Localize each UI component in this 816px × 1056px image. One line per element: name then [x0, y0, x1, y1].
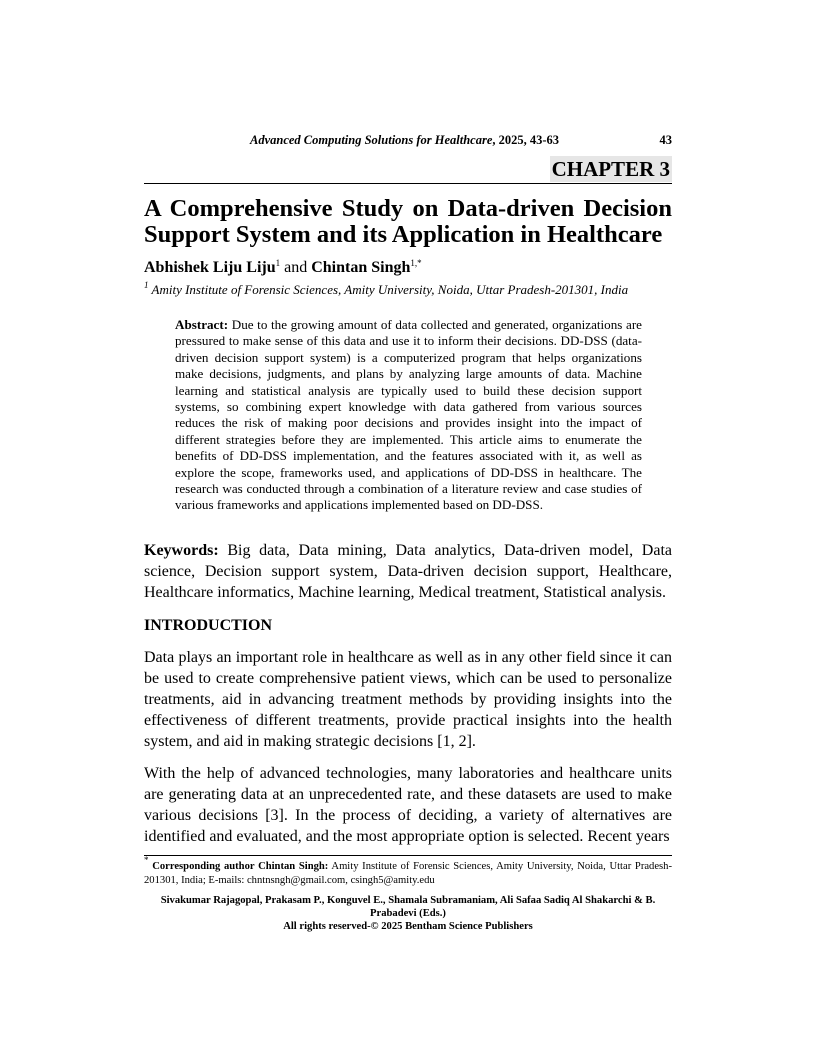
paragraph: With the help of advanced technologies, many laboratories and healthcare units are generating data at an unprecedented rate, and these datasets are used to make various decisions [3]. In the process of deciding, a variety of alternatives are identified and evaluated, and the most appropriate option is selected. Recent years: [144, 764, 672, 845]
author-name: Chintan Singh: [311, 259, 411, 276]
footnote-mark: *: [144, 854, 149, 865]
keywords-label: Keywords:: [144, 541, 219, 559]
author-affil-mark: 1: [275, 258, 281, 268]
footnote-label: Corresponding author Chintan Singh:: [148, 860, 329, 872]
footnote-text: Amity Institute of Forensic Sciences, Amity University, Noida, Uttar Pradesh-201301, India; E-mails: chntnsngh@gmail.com, csingh5@amity.edu: [144, 860, 672, 886]
page-column: [144, 132, 672, 933]
abstract-text: Due to the growing amount of data collected and generated, organizations are pressured to make sense of this data and use it to inform their decisions. DD-DSS (data-driven decision support system) is a computerized program that helps organizations make decisions, judgments, and plans by analyzing large amounts of data. Machine learning and statistical analysis are typically used to build these decision support systems, so combining expert knowledge with data gathered from various sources reduces the risk of making poor decisions and provides insight into the impact of different strategies before they are implemented. This article aims to enumerate the benefits of DD-DSS implementation, and the features associated with it, as well as explore the scope, frameworks used, and applications of DD-DSS in healthcare. The research was conducted through a combination of a literature review and case studies of various frameworks and applications implemented based on DD-DSS.: [175, 317, 642, 513]
book-editors: [144, 894, 672, 933]
keywords-text: Big data, Data mining, Data analytics, Data-driven model, Data science, Decision support system, Data-driven decision support, Healthcare, Healthcare informatics, Machine learning, Medical treatment, Statistical analysis.: [144, 541, 672, 601]
paragraph: Data plays an important role in healthcare as well as in any other field since it can be used to create comprehensive patient views, which can be used to personalize treatments, aid in advancing treatment methods by providing insights into the effectiveness of different treatments, provide practical insights into the health system, and aid in making strategic decisions [1, 2].: [144, 648, 672, 750]
author-list: [144, 258, 672, 278]
affil-mark: 1: [144, 280, 149, 290]
keywords: [144, 540, 672, 603]
footnote: [144, 854, 672, 888]
journal-details: , 2025, 43-63: [492, 133, 560, 147]
affiliation: [144, 281, 672, 298]
section-heading: INTRODUCTION: [144, 616, 273, 634]
chapter-title: A Comprehensive Study on Data-driven Decision Support System and its Application in Healthcare: [144, 195, 672, 248]
page-number: 43: [659, 133, 672, 147]
author-affil-mark: 1,*: [410, 258, 422, 268]
author-name: Abhishek Liju Liju: [144, 259, 276, 276]
running-header: [144, 132, 672, 148]
affil-text: Amity Institute of Forensic Sciences, Amity University, Noida, Uttar Pradesh-201301, India: [148, 282, 629, 297]
copyright: All rights reserved-© 2025 Bentham Science Publishers: [283, 920, 533, 932]
editors: Sivakumar Rajagopal, Prakasam P., Konguvel E., Shamala Subramaniam, Ali Safaa Sadiq Al Shakarchi & B. Prabadevi (Eds.): [160, 894, 656, 919]
authors-conjunction: and: [280, 259, 312, 276]
chapter-label: CHAPTER 3: [551, 157, 670, 181]
header-divider: [144, 183, 672, 184]
abstract-label: Abstract:: [175, 317, 229, 332]
abstract: [175, 317, 642, 514]
journal-title: Advanced Computing Solutions for Healthcare: [250, 133, 493, 147]
footnote-divider: [144, 855, 672, 856]
